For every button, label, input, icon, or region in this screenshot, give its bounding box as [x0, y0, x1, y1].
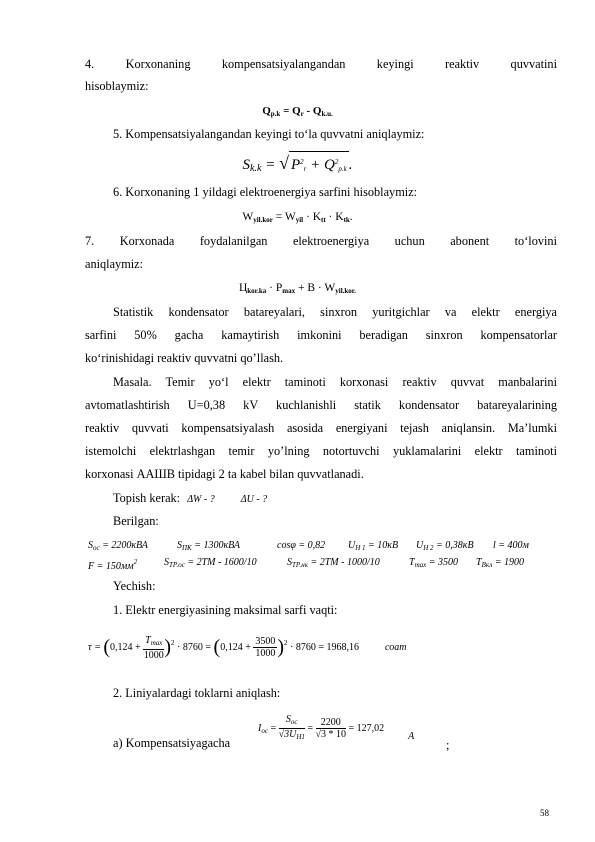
given-f: $F = 150мм^2$	[88, 558, 138, 572]
given-s-tr-os: $S_{ТР.ос} = 2ТМ - 1600/10$	[164, 557, 257, 569]
masala-line-1: Masala. Temir yo‘l elektr taminoti korxonasi reaktiv quvvat manbalarini	[113, 375, 557, 389]
formula-i-os: $I_{ос}$ = $\frac{S_{ос}}{√3U_{Н1}}$ = $\frac{2200}{√3 * 10}$ = 127,02A	[258, 714, 415, 742]
formula-tau: τ = (0,124 + $\frac{T_{max}}{1000}$ )$^2$ · 8760 = (0,124 + $\frac{3500}{1000}$ )$^2$ · 8760 = 1968,16 соат	[88, 634, 407, 661]
step-1-text: 1. Elektr energiyasining maksimal sarfi vaqti:	[113, 603, 338, 617]
formula-w-yil: $W_{yil.kor} = W_{yil} \cdot K_{tt} \cdot K_{tk}$.	[242, 211, 353, 224]
given-u-n1: $U_{Н 1} = 10кВ$	[348, 540, 399, 552]
formula-q-pk: $Q_{p.k} = Q_r - Q_{k.u.}$	[262, 105, 333, 118]
masala-line-5: korxonasi ААШВ tipidagi 2 ta kabel bilan quvvatlanadi.	[85, 467, 364, 481]
paragraph-7-line-1: 7. Korxonada foydalanilgan elektroenergiya uchun abonent to‘lovini	[85, 234, 557, 248]
given-cos-phi: cosφ = 0,82	[277, 540, 326, 551]
masala-line-4: istemolchi elektrlashgan temir yo’lning notortuvchi yuklamalarini elektr taminoti	[85, 444, 557, 458]
paragraph-statistik-line-2: sarfini 50% gacha kamaytirish imkonini beradigan sinxron kompensatorlar	[85, 328, 557, 342]
given-u-n2: $U_{Н 2} = 0,38кВ$	[416, 540, 474, 552]
formula-s-kk: $S_{k.k}$ = √ $P^2_r + Q^2_{p.k}$ .	[0, 151, 595, 179]
given-s-tr-nk: $S_{ТР.нк} = 2ТМ - 1000/10$	[287, 557, 380, 569]
paragraph-4-line-2: hisoblaymiz:	[85, 79, 149, 93]
paragraph-7-line-2: aniqlaymiz:	[85, 257, 144, 271]
masala-line-3: reaktiv quvvati kompensatsiyalash asosida energiyani tejash aniqlansin. Ma’lumki	[85, 421, 557, 435]
topish-kerak: Topish kerak: ΔW - ? ΔU - ?	[113, 491, 268, 505]
paragraph-6: 6. Korxonaning 1 yildagi elektroenergiya sarfini hisoblaymiz:	[113, 185, 418, 199]
paragraph-statistik-line-3: ko‘rinishidagi reaktiv quvvatni qo’llash.	[85, 351, 284, 365]
given-s-pk: $S_{ПК} = 1300кВА$	[177, 540, 240, 552]
given-l: l = 400м	[493, 540, 529, 551]
paragraph-4-line-1: 4. Korxonaning kompensatsiyalangandan keyingi reaktiv quvvatini	[85, 57, 557, 71]
given-s-os: $S_{ос} = 2200кВА$	[88, 540, 148, 552]
berilgan-label: Berilgan:	[113, 514, 159, 528]
paragraph-statistik-line-1: Statistik kondensator batareyalari, sinxron yuritgichlar va elektr energiya	[113, 305, 557, 319]
page-number: 58	[540, 808, 549, 818]
step-2-text: 2. Liniyalardagi toklarni aniqlash:	[113, 686, 281, 700]
given-t-max: $T_{max} = 3500$	[409, 557, 458, 569]
step-a-text: a) Kompensatsiyagacha	[113, 736, 231, 750]
semicolon: ;	[446, 738, 450, 752]
formula-c-kor: $Ц_{kor.ka} \cdot P_{max} + B \cdot W_{yil.kor.}$	[238, 282, 357, 295]
yechish-label: Yechish:	[113, 579, 156, 593]
masala-line-2: avtomatlashtirish U=0,38 kV kuchlanishli statik kondensator batareyalarining	[85, 398, 557, 412]
paragraph-5: 5. Kompensatsiyalangandan keyingi to‘la quvvatni aniqlaymiz:	[113, 127, 425, 141]
given-t-vkl: $T_{Вкл} = 1900$	[476, 557, 525, 569]
